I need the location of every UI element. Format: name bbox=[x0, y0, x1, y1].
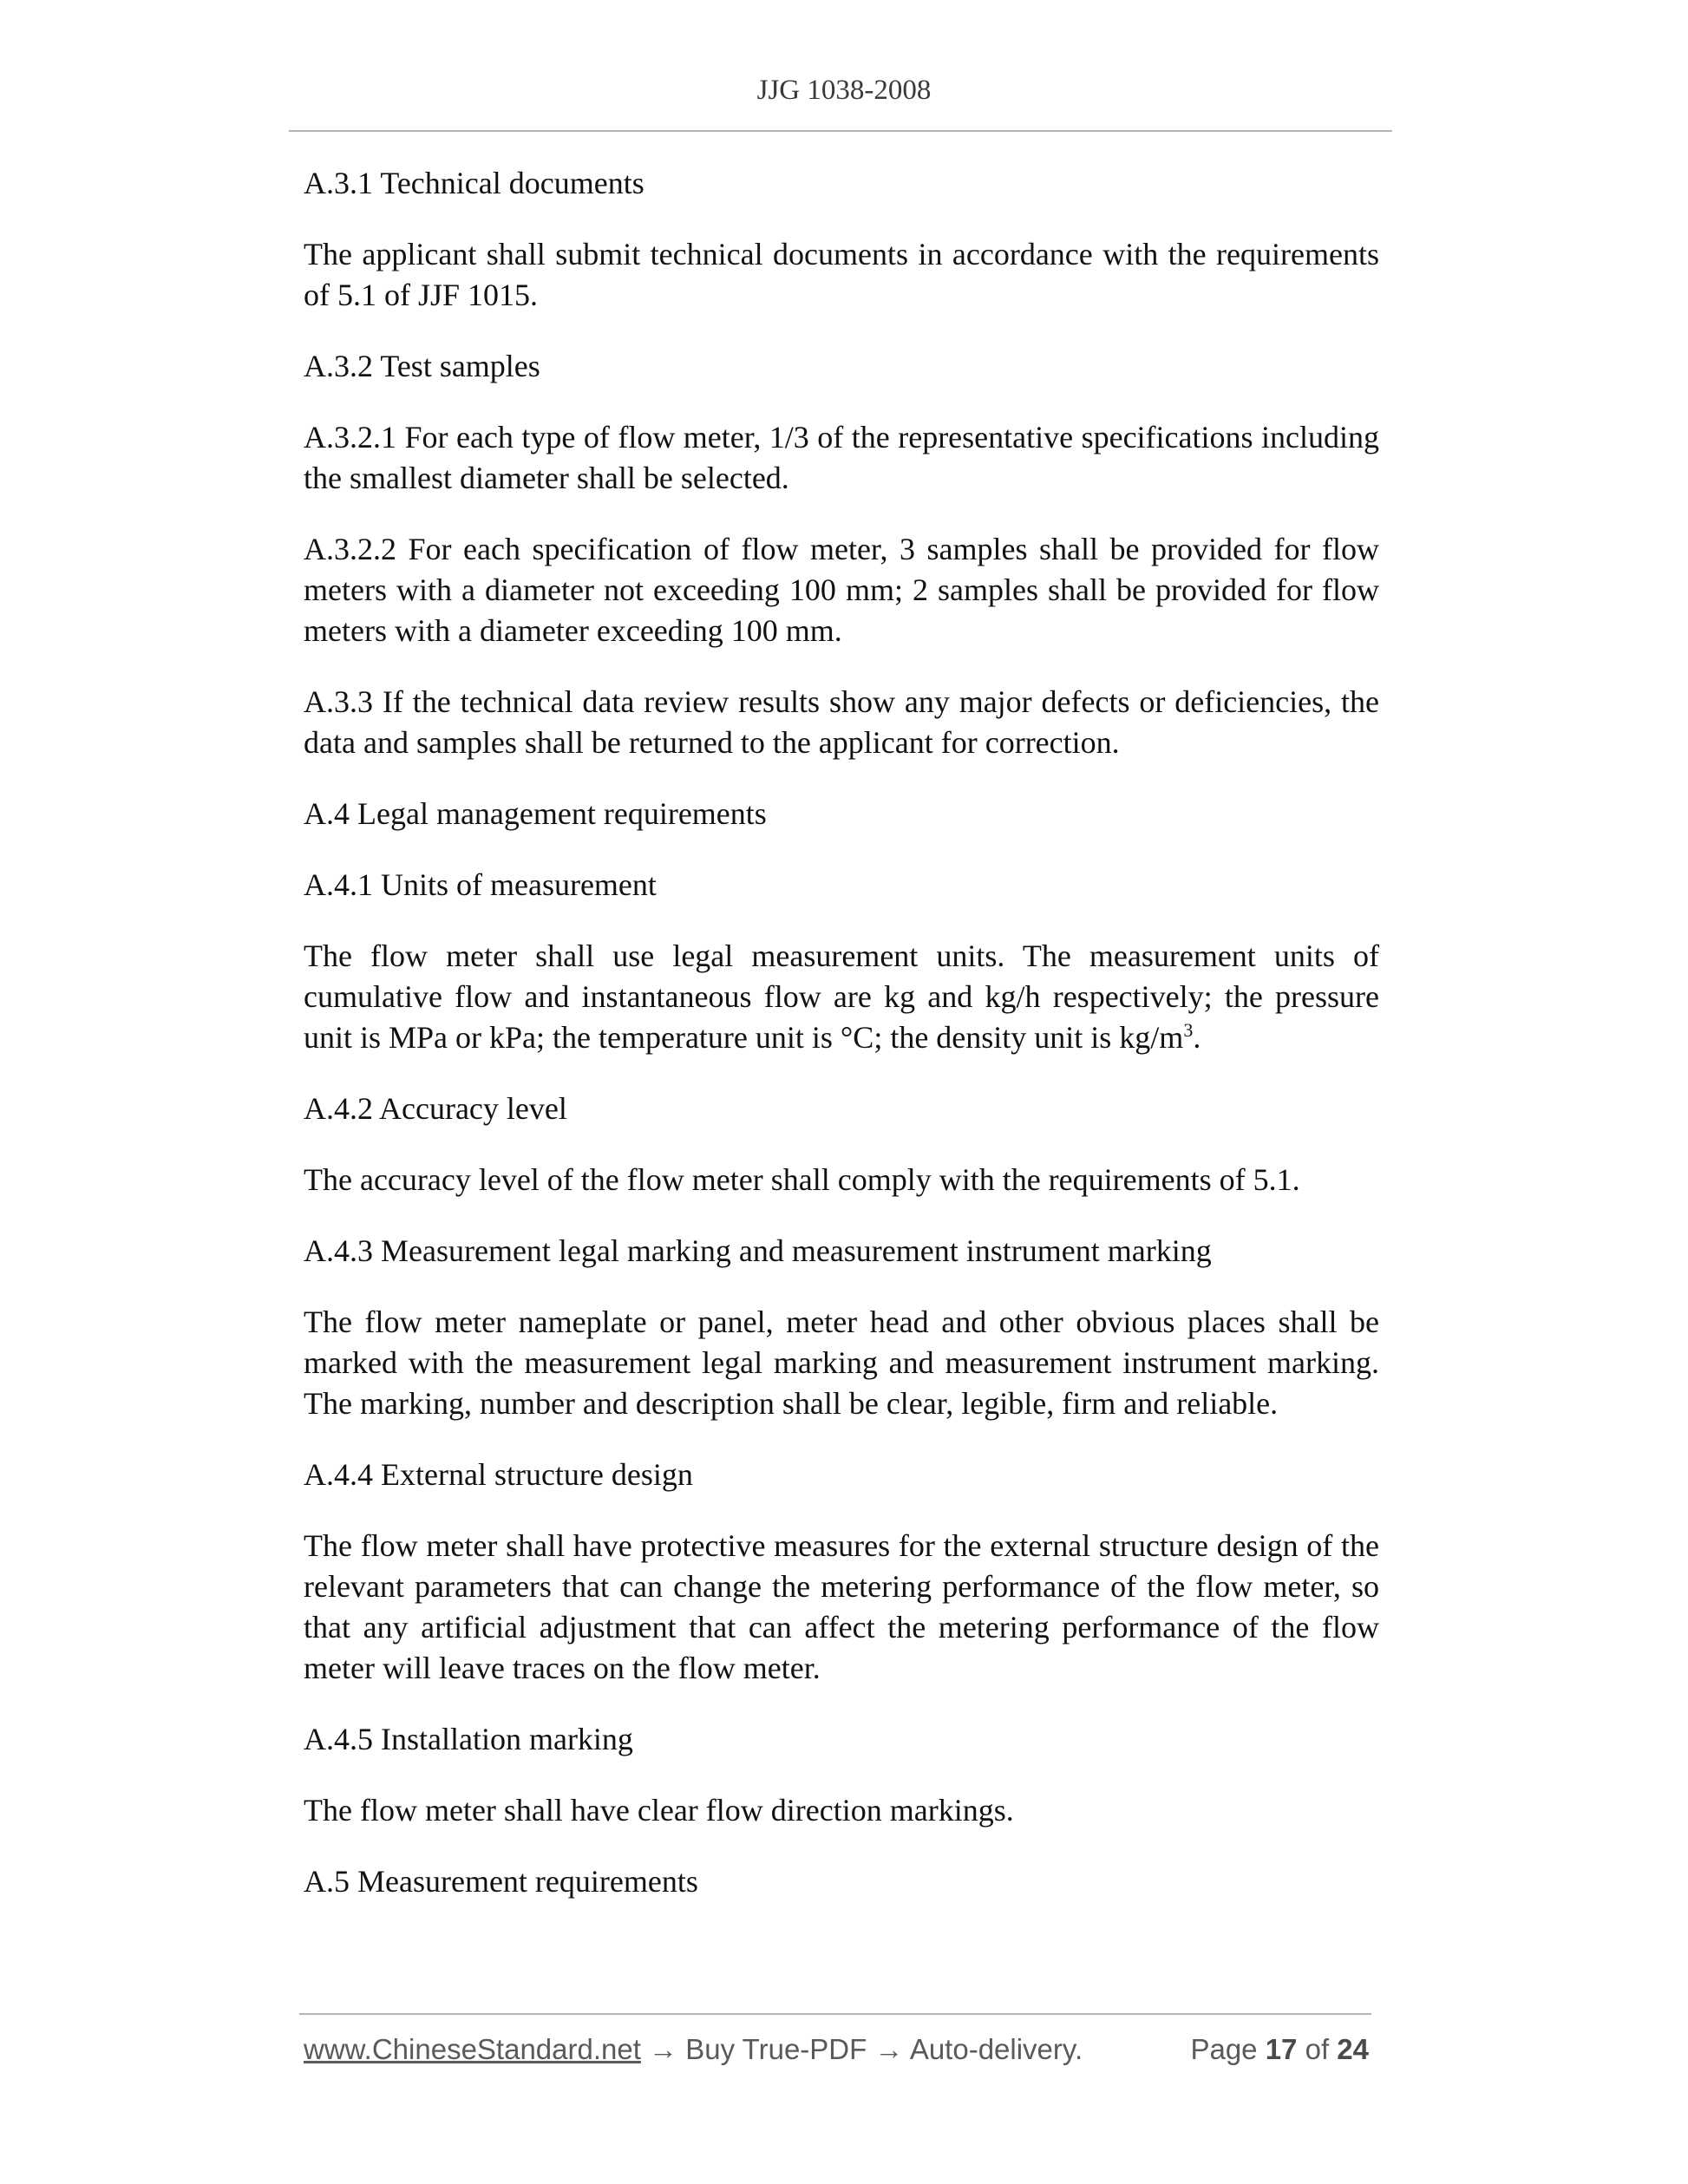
paragraph-installation-marking: The flow meter shall have clear flow direction markings. bbox=[304, 1793, 1014, 1828]
section-heading-a-4-4: A.4.4 External structure design bbox=[304, 1457, 693, 1492]
paragraph-external-structure: The flow meter shall have protective measures for the external structure design of the relevant parameters that can change the metering performance of the flow meter, so that any artificial adjustment that can affect the metering performance of the flow meter will leave traces on the flow meter. bbox=[304, 1528, 1379, 1685]
section-heading-a-4-3: A.4.3 Measurement legal marking and measurement instrument marking bbox=[304, 1233, 1212, 1268]
paragraph-a-3-2-2: A.3.2.2 For each specification of flow meter, 3 samples shall be provided for flow meters with a diameter not exceeding 100 mm; 2 samples shall be provided for flow meters with a diameter exceeding 100 mm. bbox=[304, 532, 1379, 648]
units-text-end: . bbox=[1193, 1020, 1201, 1055]
paragraph-a-3-3: A.3.3 If the technical data review results show any major defects or deficiencies, the data and samples shall be returned to the applicant for correction. bbox=[304, 684, 1379, 760]
section-heading-a-4: A.4 Legal management requirements bbox=[304, 796, 767, 831]
section-heading-a-4-2: A.4.2 Accuracy level bbox=[304, 1091, 567, 1126]
superscript-cubed: 3 bbox=[1183, 1019, 1194, 1041]
document-body bbox=[304, 163, 1379, 1932]
page-current: 17 bbox=[1265, 2033, 1298, 2065]
footer-divider bbox=[299, 2013, 1371, 2015]
section-heading-a-3-2: A.3.2 Test samples bbox=[304, 349, 540, 383]
paragraph-legal-marking: The flow meter nameplate or panel, meter head and other obvious places shall be marked with the measurement legal marking and measurement instrument marking. The marking, number and description shall be clear, legible, firm and reliable. bbox=[304, 1305, 1379, 1421]
paragraph-units-of-measurement bbox=[304, 936, 1379, 1058]
units-text: The flow meter shall use legal measurement units. The measurement units of cumulative flow and instantaneous flow are kg and kg/h respectively; the pressure unit is MPa or kPa; the temperature unit is °C; the density unit is kg/m bbox=[304, 938, 1379, 1055]
page-total: 24 bbox=[1337, 2033, 1369, 2065]
header-divider bbox=[289, 130, 1392, 132]
paragraph-technical-documents: The applicant shall submit technical documents in accordance with the requirements of 5.1 of JJF 1015. bbox=[304, 237, 1379, 312]
footer-promo-text: → Buy True-PDF → Auto-delivery. bbox=[640, 2033, 1083, 2065]
page-header-title: JJG 1038-2008 bbox=[756, 75, 932, 106]
page-of: of bbox=[1297, 2033, 1338, 2065]
section-heading-a-4-5: A.4.5 Installation marking bbox=[304, 1722, 633, 1756]
paragraph-accuracy-level: The accuracy level of the flow meter shall comply with the requirements of 5.1. bbox=[304, 1162, 1300, 1197]
paragraph-a-3-2-1: A.3.2.1 For each type of flow meter, 1/3 of the representative specifications including the smallest diameter shall be selected. bbox=[304, 420, 1379, 495]
footer-promo bbox=[304, 2033, 1083, 2066]
page-number bbox=[1190, 2033, 1369, 2066]
section-heading-a-5: A.5 Measurement requirements bbox=[304, 1864, 698, 1899]
page-footer bbox=[304, 2033, 1369, 2071]
chinesestandard-link[interactable]: www.ChineseStandard.net bbox=[304, 2033, 641, 2065]
section-heading-a-4-1: A.4.1 Units of measurement bbox=[304, 867, 657, 902]
section-heading-a-3-1: A.3.1 Technical documents bbox=[304, 166, 644, 200]
page-label: Page bbox=[1190, 2033, 1266, 2065]
